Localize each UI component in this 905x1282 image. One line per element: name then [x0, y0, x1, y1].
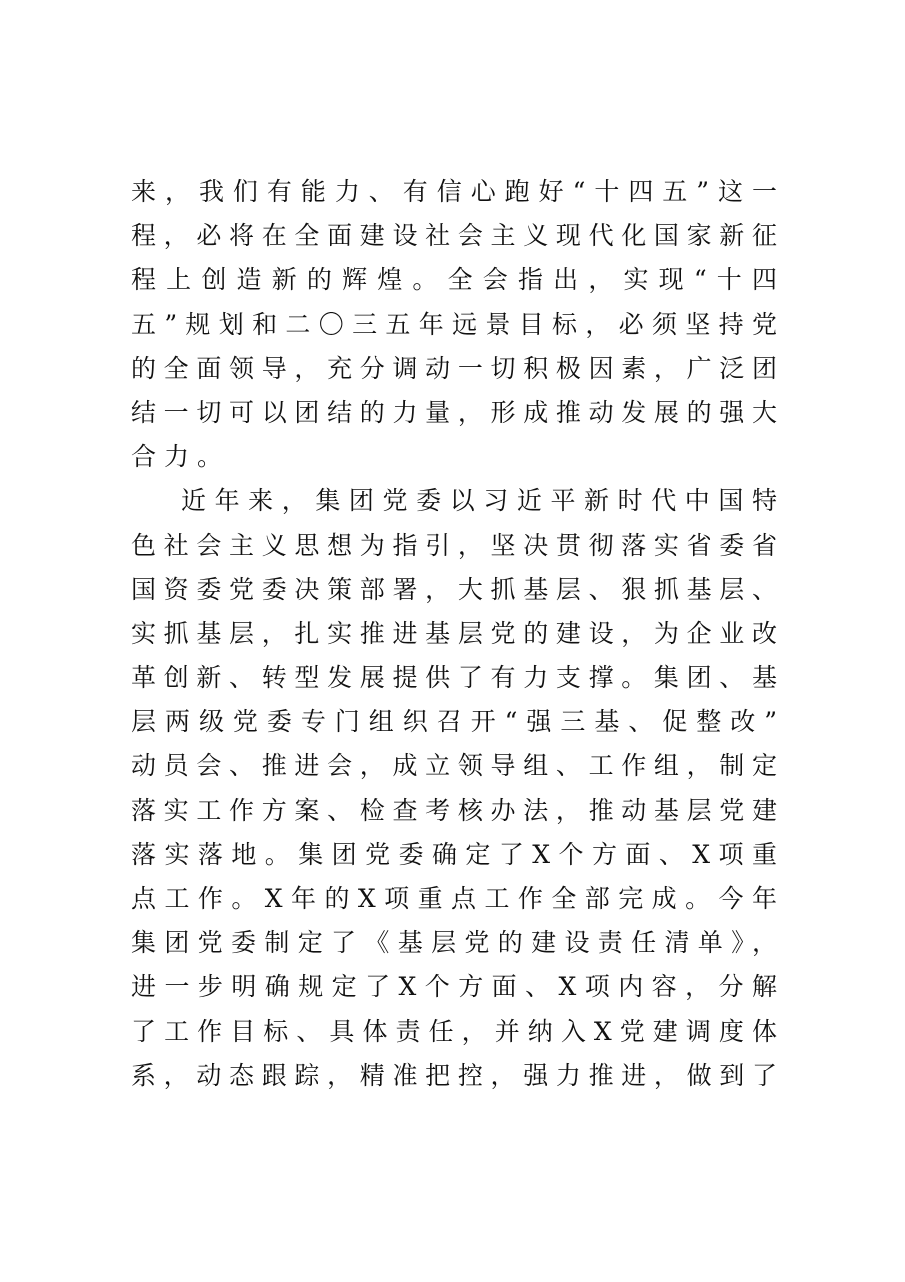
text-line: 五”规划和二〇三五年远景目标，必须坚持党 — [131, 309, 777, 339]
text-line: 革创新、转型发展提供了有力支撑。集团、基 — [131, 663, 777, 693]
body-text — [131, 170, 777, 1098]
text-line: 国资委党委决策部署，大抓基层、狠抓基层、 — [131, 574, 777, 604]
text-line: 进一步明确规定了X个方面、X项内容，分解 — [131, 972, 777, 1002]
text-line: 落实落地。集团党委确定了X个方面、X项重 — [131, 839, 777, 869]
text-line: 层两级党委专门组织召开“强三基、促整改” — [131, 707, 777, 737]
text-line: 实抓基层，扎实推进基层党的建设，为企业改 — [131, 618, 777, 648]
text-line: 的全面领导，充分调动一切积极因素，广泛团 — [131, 353, 777, 383]
paragraph-start-line: 近年来，集团党委以习近平新时代中国特 — [181, 486, 777, 516]
text-line: 来，我们有能力、有信心跑好“十四五”这一 — [131, 177, 777, 206]
text-line: 程上创造新的辉煌。全会指出，实现“十四 — [131, 265, 777, 295]
text-line: 集团党委制定了《基层党的建设责任清单》， — [131, 928, 777, 958]
text-line: 程，必将在全面建设社会主义现代化国家新征 — [131, 221, 777, 251]
text-line: 动员会、推进会，成立领导组、工作组，制定 — [131, 751, 777, 781]
text-line: 落实工作方案、检查考核办法，推动基层党建 — [131, 795, 777, 825]
text-line: 点工作。X年的X项重点工作全部完成。今年 — [131, 884, 777, 913]
text-line: 色社会主义思想为指引，坚决贯彻落实省委省 — [131, 530, 777, 560]
text-line: 系，动态跟踪，精准把控，强力推进，做到了 — [131, 1060, 777, 1090]
text-line: 了工作目标、具体责任，并纳入X党建调度体 — [131, 1016, 777, 1046]
text-line: 结一切可以团结的力量，形成推动发展的强大 — [131, 397, 777, 427]
paragraph-end-line: 合力。 — [131, 442, 231, 472]
